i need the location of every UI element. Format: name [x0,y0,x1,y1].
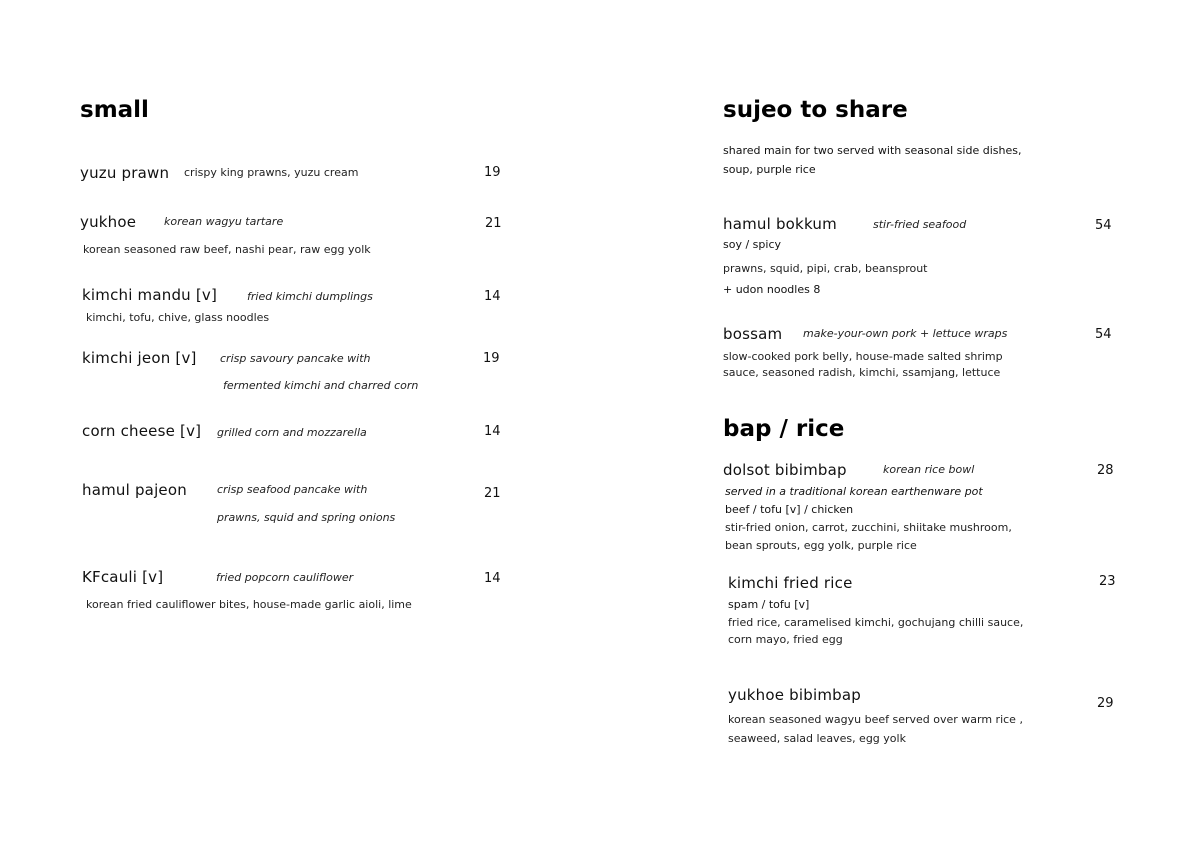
menu-item-name: dolsot bibimbap [723,461,847,479]
menu-item-name: yukhoe [80,213,137,231]
menu-item-detail-cont: corn mayo, fried egg [728,633,843,646]
menu-item-description: fried kimchi dumplings [247,290,373,303]
menu-item-price: 19 [484,165,501,180]
menu-item-description: grilled corn and mozzarella [217,426,367,439]
menu-item-price: 29 [1097,696,1114,711]
menu-item-name: corn cheese [v] [82,422,202,440]
menu-item-name: KFcauli [v] [82,568,164,586]
menu-item-price: 23 [1099,574,1116,589]
section-heading-bap: bap / rice [723,416,845,442]
menu-item-name: hamul bokkum [723,215,837,233]
menu-item-description: crisp savoury pancake with [220,352,371,365]
section-heading-small: small [80,97,149,123]
menu-item-description: make-your-own pork + lettuce wraps [803,327,1008,340]
menu-item-detail-cont: bean sprouts, egg yolk, purple rice [725,539,917,552]
menu-item-price: 21 [485,216,502,231]
menu-item-detail: prawns, squid, pipi, crab, beansprout [723,262,928,275]
menu-item-description: crispy king prawns, yuzu cream [184,166,359,179]
menu-item-name: kimchi jeon [v] [82,349,197,367]
menu-item-detail-cont: seaweed, salad leaves, egg yolk [728,732,906,745]
menu-item-option: spam / tofu [v] [728,598,810,611]
menu-item-note: served in a traditional korean earthenware pot [725,485,983,498]
menu-item-extra: + udon noodles 8 [723,283,821,296]
menu-item-detail: kimchi, tofu, chive, glass noodles [86,311,270,324]
menu-item-price: 14 [484,571,501,586]
menu-item-price: 54 [1095,327,1112,342]
section-heading-sujeo: sujeo to share [723,97,908,123]
menu-item-description: stir-fried seafood [873,218,967,231]
menu-item-price: 19 [483,351,500,366]
menu-item-option: beef / tofu [v] / chicken [725,503,854,516]
menu-item-name: hamul pajeon [82,481,187,499]
section-intro-cont: soup, purple rice [723,163,816,176]
menu-item-detail: slow-cooked pork belly, house-made salted shrimp [723,350,1003,363]
menu-item-description-cont: prawns, squid and spring onions [217,511,396,524]
menu-item-option: soy / spicy [723,238,781,251]
menu-item-detail: korean seasoned wagyu beef served over warm rice , [728,713,1023,726]
section-intro: shared main for two served with seasonal side dishes, [723,144,1022,157]
menu-item-detail: korean seasoned raw beef, nashi pear, raw egg yolk [83,243,371,256]
menu-item-detail: stir-fried onion, carrot, zucchini, shiitake mushroom, [725,521,1012,534]
menu-item-description: crisp seafood pancake with [217,483,368,496]
menu-item-name: kimchi fried rice [728,574,853,592]
menu-item-name: bossam [723,325,783,343]
menu-item-name: kimchi mandu [v] [82,286,218,304]
menu-item-price: 14 [484,424,501,439]
menu-item-description: fried popcorn cauliflower [216,571,354,584]
menu-item-description: korean rice bowl [883,463,975,476]
menu-item-price: 54 [1095,218,1112,233]
menu-item-name: yuzu prawn [80,164,170,182]
menu-item-description: korean wagyu tartare [164,215,284,228]
menu-item-detail: fried rice, caramelised kimchi, gochujang chilli sauce, [728,616,1024,629]
menu-item-name: yukhoe bibimbap [728,686,861,704]
menu-item-detail: korean fried cauliflower bites, house-made garlic aioli, lime [86,598,412,611]
menu-item-price: 21 [484,486,501,501]
menu-item-price: 28 [1097,463,1114,478]
menu-item-detail-cont: sauce, seasoned radish, kimchi, ssamjang, lettuce [723,366,1001,379]
menu-item-description-cont: fermented kimchi and charred corn [223,379,419,392]
menu-item-price: 14 [484,289,501,304]
